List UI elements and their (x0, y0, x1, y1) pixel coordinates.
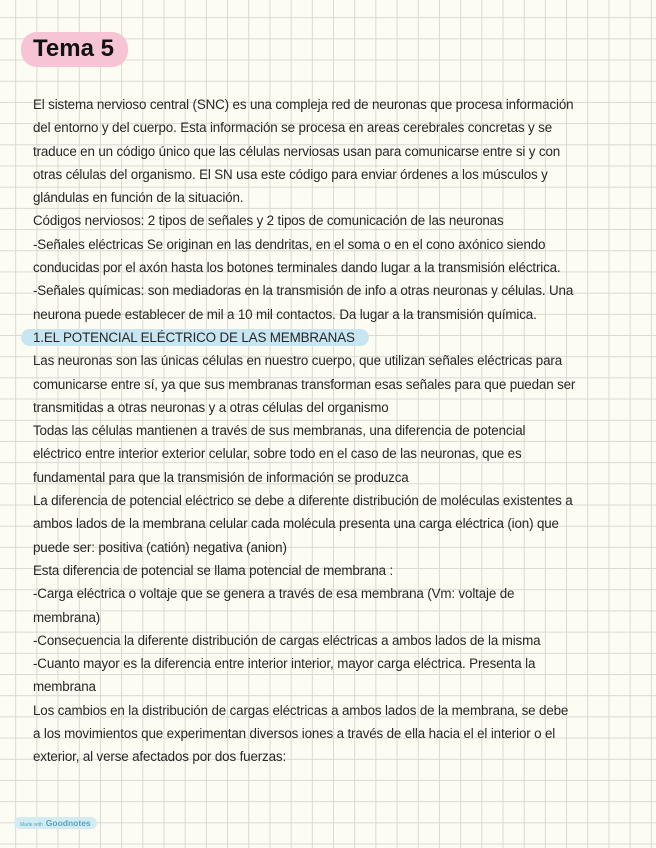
text-line: otras células del organismo. El SN usa este código para enviar órdenes a los músculos y (33, 166, 548, 182)
section-heading-line (33, 326, 628, 349)
text-line: Las neuronas son las únicas células en nuestro cuerpo, que utilizan señales eléctricas para (33, 353, 562, 369)
note-body (33, 93, 628, 769)
text-line: -Carga eléctrica o voltaje que se genera a través de esa membrana (Vm: voltaje de (33, 586, 515, 602)
text-line: -Señales químicas: son mediadoras en la transmisión de info a otras neuronas y células. Una (33, 283, 574, 299)
made-with-label: Made with (20, 822, 43, 828)
text-line: puede ser: positiva (catión) negativa (anion) (33, 539, 287, 555)
brand-label: Goodnotes (45, 818, 91, 828)
text-line: -Señales eléctricas Se originan en las dendritas, en el soma o en el cono axónico siendo (33, 236, 546, 252)
text-line: transmitidas a otras neuronas y a otras células del organismo (33, 399, 389, 415)
text-line: Códigos nerviosos: 2 tipos de señales y 2 tipos de comunicación de las neuronas (33, 213, 504, 229)
title-highlight (21, 32, 128, 67)
text-line: ambos lados de la membrana celular cada molécula presenta una carga eléctrica (ion) que (33, 516, 559, 532)
text-line: -Consecuencia la diferente distribución de cargas eléctricas a ambos lados de la misma (33, 632, 541, 648)
text-line: Los cambios en la distribución de cargas eléctricas a ambos lados de la membrana, se debe (33, 702, 569, 718)
goodnotes-badge (14, 817, 97, 829)
text-line: El sistema nervioso central (SNC) es una compleja red de neuronas que procesa información (33, 97, 574, 112)
text-line: membrana (33, 679, 96, 695)
text-line: neurona puede establecer de mil a 10 mil contactos. Da lugar a la transmisión química. (33, 306, 537, 322)
text-line: glándulas en función de la situación. (33, 190, 244, 206)
text-line: a los movimientos que experimentan diversos iones a través de ella hacia el el interior o el (33, 726, 556, 742)
text-line: conducidas por el axón hasta los botones terminales dando lugar a la transmisión eléctrica. (33, 260, 561, 276)
section-heading: 1.EL POTENCIAL ELÉCTRICO DE LAS MEMBRANAS (21, 329, 369, 346)
text-line: exterior, al verse afectados por dos fuerzas: (33, 749, 287, 765)
text-line: Todas las células mantienen a través de sus membranas, una diferencia de potencial (33, 423, 526, 439)
text-line: membrana) (33, 609, 101, 625)
text-line: fundamental para que la transmisión de información se produzca (33, 469, 409, 485)
text-line: eléctrico entre interior exterior celular, sobre todo en el caso de las neuronas, que es (33, 446, 522, 462)
text-line: traduce en un código único que las células nerviosas usan para comunicarse entre si y con (33, 143, 561, 159)
text-line: del entorno y del cuerpo. Esta información se procesa en areas cerebrales concretas y se (33, 120, 552, 136)
text-line: comunicarse entre sí, ya que sus membranas transforman esas señales para que puedan ser (33, 376, 576, 392)
text-line: -Cuanto mayor es la diferencia entre interior interior, mayor carga eléctrica. Presenta la (33, 656, 536, 672)
page-title: Tema 5 (33, 35, 114, 62)
text-line: La diferencia de potencial eléctrico se debe a diferente distribución de moléculas existentes a (33, 493, 573, 509)
text-line: Esta diferencia de potencial se llama potencial de membrana : (33, 562, 394, 578)
